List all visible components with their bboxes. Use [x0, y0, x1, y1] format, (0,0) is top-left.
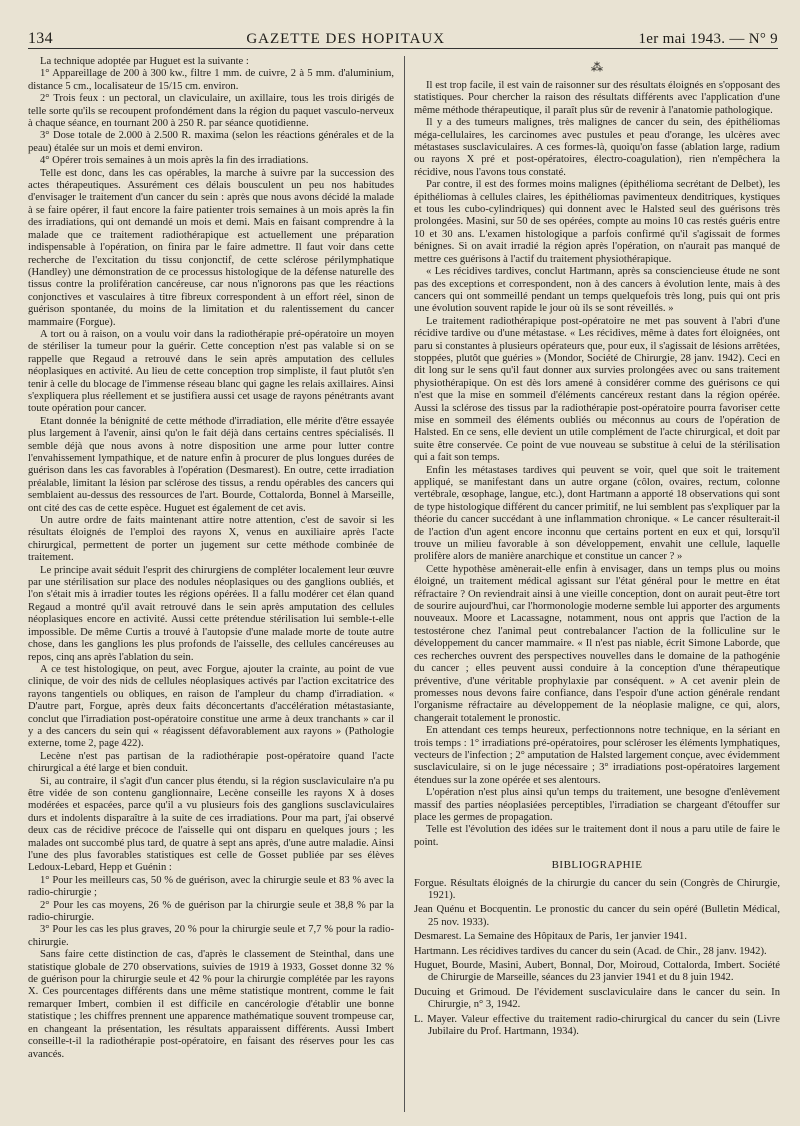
bibliography-entry: Desmarest. La Semaine des Hôpitaux de Paris, 1er janvier 1941.	[414, 931, 688, 943]
paragraph: 1° Appareillage de 200 à 300 kw., filtre 1 mm. de cuivre, 2 à 5 mm. d'aluminium, distance 5 cm., localisateur de 15/15 cm. environ.	[28, 68, 394, 92]
paragraph: 3° Dose totale de 2.000 à 2.500 R. maxima (selon les réactions générales et de la peau) étalée sur un mois et demi environ.	[28, 130, 394, 154]
paragraph: Telle est donc, dans les cas opérables, la marche à suivre par la succession des actes thérapeutiques. Assurément ces délais bousculent un peu nos habitudes d'envisager le traitement d'un cancer du sein : après que nous avons décidé la malade à se faire opérer, il faut encore la faire patienter trois semaines à un mois après la fin des irradiations, qui ont demandé un mois et demi. Mais en faisant comprendre à la malade que ce traitement radiothérapique est actuellement une préparation indispensable à l'opération, on finira par le faire admettre. Il faut voir dans cette recherche de l'excitation du tissu conjonctif, de cette sclérose périlymphatique (Handley) une démonstration de ce processus histologique de la défense naturelle des tissus contre la prolifération cancéreuse, car nous n'ignorons pas que les réactions conjonctives et vasculaires à titre fibreux correspondent à un effort réel, sinon de guérison spontanée, du moins de la limitation et du ralentissement du cancer mammaire (Forgue).	[28, 167, 394, 328]
paragraph: 2° Trois feux : un pectoral, un claviculaire, un axillaire, tous les trois dirigés de telle sorte qu'ils se recoupent profondément dans la région du paquet vasculo-nerveux à chaque séance, en tournant 200 à 250 R. par séance quotidienne.	[28, 93, 394, 130]
bibliography-title: BIBLIOGRAPHIE	[551, 859, 643, 872]
bibliography-entry: Jean Quénu et Bocquentin. Le pronostic du cancer du sein opéré (Bulletin Médical, 25 nov. 1933).	[414, 904, 780, 928]
paragraph: « Les récidives tardives, conclut Hartmann, après sa consciencieuse étude ne sont pas des exceptions et correspondent, non à des cancers à évolution lente, mais à des cancers qui ont sommeillé pendant un temps quelquefois très long, puis qui ont pris une évolution souvent rapide le jour où ils se sont réveillés. »	[414, 266, 780, 315]
paragraph: A ce test histologique, on peut, avec Forgue, ajouter la crainte, au point de vue clinique, de voir des nids de cellules néoplasiques activés par l'action excitatrice des rayons tangentiels ou obliques, en raison de l'ampleur du champ d'irradiation. « D'autre part, Forgue, après deux faits déconcertants d'accélération métastasiante, conclut que l'irradiation post-opératoire constitue une arme à deux tranchants » car il y a des cancers du sein qui « réagissent défavorablement aux rayons » (Pathologie externe, tome 2, page 422).	[28, 663, 394, 750]
bibliography-entry: Ducuing et Grimoud. De l'évidement susclaviculaire dans le cancer du sein. In Chirurgie, n° 3, 1942.	[414, 986, 780, 1011]
paragraph: Lecène n'est pas partisan de la radiothérapie post-opératoire quand l'acte chirurgical a été large et bien conduit.	[28, 750, 394, 775]
paragraph: La technique adoptée par Huguet est la suivante :	[40, 56, 249, 67]
paragraph: Il est trop facile, il est vain de raisonner sur des résultats éloignés en s'opposant des statistiques. Pour chercher la raison des résultats différents avec l'application d'une même méthode thérapeutique, il paraît plus sûr de revenir à l'anatomie pathologique.	[414, 80, 780, 116]
section-ornament: ⁂	[591, 60, 603, 74]
paragraph: En attendant ces temps heureux, perfectionnons notre technique, en la sériant en trois temps : 1° irradiations pré-opératoires, pour scléroser les éléments lymphatiques, vecteurs de l'infection ; 2° amputation de Halsted largement conçue, avec évidemment susclaviculaire, si on le juge nécessaire ; 3° irradiations post-opératoires largement étendues sur la zone opérée et ses alentours.	[414, 725, 780, 786]
right-column	[414, 56, 780, 1112]
bibliography-list	[414, 878, 780, 1039]
bibliography-entry: Forgue. Résultats éloignés de la chirurgie du cancer du sein (Congrès de Chirurgie, 1921).	[414, 877, 780, 901]
paragraph: 4° Opérer trois semaines à un mois après la fin des irradiations.	[40, 155, 309, 167]
page-header	[28, 22, 778, 49]
paragraph: Il y a des tumeurs malignes, très malignes de cancer du sein, des épithéliomas méga-cellulaires, les carcinomes avec pustules et peau d'orange, les ulcères avec métastases susclaviculaires. A ces formes-là, quoiqu'on fasse (ablation large, radium ou rayons X pré et post-opératoires, électro-coagulation), rien n'empêchera la récidive, nous l'avons tous constaté.	[414, 117, 780, 178]
bibliography-entry: Huguet, Bourde, Masini, Aubert, Bonnal, Dor, Moiroud, Cottalorda, Imbert. Société de Chirurgie de Marseille, séances du 23 janvier 1941 et du 8 juin 1942.	[414, 960, 780, 984]
paragraph: Un autre ordre de faits maintenant attire notre attention, c'est de savoir si les résultats éloignés de l'emploi des rayons X, venus en auxiliaire après l'acte chirurgical, permettent de porter un jugement sur cette méthode combinée de traitement.	[28, 515, 394, 564]
paragraph: Etant donnée la bénignité de cette méthode d'irradiation, elle mérite d'être essayée plus largement à l'avenir, ainsi qu'on le fait déjà dans certains centres spécialisés. Il semble déjà que nous avons à notre disposition une arme pour lutter contre l'envahissement lympathique, et de nature enfin à procurer de plus longues durées de guérison dans les cas favorables à l'opération (Desmarest). En outre, cette irradiation préalable, limitant la lésion par sclérose des tissus, a rendu opérables des cancers qui semblaient au-dessus des ressources de l'art. Bourde, Cottalorda, Bonnel à Marseille, ont cité des cas de cette espèce. Huguet est également de cet avis.	[28, 415, 394, 514]
paragraph: 1° Pour les meilleurs cas, 50 % de guérison, avec la chirurgie seule et 83 % avec la radio-chirurgie ;	[28, 874, 394, 899]
paragraph: Cette hypothèse amènerait-elle enfin à envisager, dans un temps plus ou moins éloigné, un traitement médical agissant sur l'état général pour le mettre en état réfractaire ? On reviendrait ainsi à une vieille conception, dont on aurait peut-être tort de sourire aujourd'hui, car l'hormonologie moderne semble lui apporter des arguments nouveaux. Moore et Lacassagne, notamment, nous ont appris que l'action de la testostérone chez l'animal peut contrebalancer l'action de la folliculine sur le développement du cancer mammaire. « Il n'est pas niable, écrit Simone Laborde, que ces recherches ouvrent des perspectives nouvelles dans le domaine de la pathogénie du cancer ; elles peuvent aussi conduire à la conception d'une thérapeutique préventive, d'une véritable prophylaxie par conséquent. » A cet avenir plein de promesses nous devons faire confiance, dans l'espoir d'une action générale rendant l'organisme réfractaire au développement de la néoplasie maligne, ce qui, alors, changerait totalement le pronostic.	[414, 563, 780, 724]
paragraph: Par contre, il est des formes moins malignes (épithélioma secrétant de Delbet), les épithéliomas à cellules claires, les épithéliomas pavimenteux denditriques, kystiques et tous les cubo-cylindriques) qui donnent avec le Halsted seul des guérisons très prolongées. Masini, sur 50 de ses opérées, compte au moins 10 cas restés guéris entre 10 et 30 ans. L'examen histologique a parfois confirmé qu'il s'agissait de formes bénignes. Si on avait irradié la région après l'opération, on n'aurait pas manqué de mettre ces guérisons à l'actif du traitement physiothérapique.	[414, 179, 780, 265]
bibliography-entry: L. Mayer. Valeur effective du traitement radio-chirurgical du cancer du sein (Livre Jubilaire du Prof. Hartmann, 1934).	[414, 1013, 780, 1038]
paragraph: Sans faire cette distinction de cas, d'après le classement de Steinthal, dans une statistique globale de 270 observations, suivies de 1919 à 1933, Gosset donne 32 % de guérison pour la chirurgie seule et 42 % pour la chirurgie complétée par les rayons X. Ces pourcentages différents dans une même statistique montrent, comme le fait remarquer Imbert, combien il est difficile en cancérologie d'établir une bonne statistique ; les chiffres prennent une apparence mathématique souvent trompeuse car, en changeant la présentation, les résultats apparaissent différents. Aussi Imbert conseille-t-il la radiothérapie post-opératoire, en faisant des réserves pour les cas avancés.	[28, 949, 394, 1060]
journal-title: GAZETTE DES HOPITAUX	[246, 31, 446, 47]
paragraph: Telle est l'évolution des idées sur le traitement dont il nous a paru utile de faire le point.	[414, 824, 780, 848]
paragraph: A tort ou à raison, on a voulu voir dans la radiothérapie pré-opératoire un moyen de stériliser la tumeur pour la guérir. Cette conception n'est pas valable si on se rappelle que Regaud a retrouvé dans le sein après amputation des cellules néoplasiques en activité. Au lieu de cette conception trop simpliste, il faut plutôt s'en tenir à celle du blocage de l'immense réseau blanc qui gagne les relais axillaires. Ainsi s'expliquera plus réellement et se justifiera aussi cet usage de rayons pénétrants avant toute opération pour cancer.	[28, 328, 394, 415]
paragraph: Le principe avait séduit l'esprit des chirurgiens de compléter localement leur œuvre par une stérilisation sur place des nodules néoplasiques ou des ganglions oubliés, et l'on s'était mis à irradier toutes les régions opérées. Il a fallu modérer cet élan quand Regaud a montré qu'il avait retrouvé dans le sein après amputation des cellules néoplasiques encore en activité. Aussi cette prétendue stérilisation lui semble-t-elle impossible. De même Curtis a trouvé à l'autopsie d'une malade morte de toute autre chose, dans les ganglions les plus profonds de l'aisselle, des cellules cancéreuses au repos, cinq ans après l'ablation du sein.	[28, 564, 394, 663]
paragraph: Enfin les métastases tardives qui peuvent se voir, quel que soit le traitement appliqué, se manifestant dans un autre organe (côlon, ovaires, rectum, colonne vertébrale, œsophage, langue, etc.), dont Hartmann a apporté 18 observations qui sont de type histologique différent du cancer primitif, ne lui semblent pas s'expliquer par la théorie du cancer succédant à une inflammation chronique. « Le cancer résulterait-il de l'action d'un agent encore inconnu que certains portent en eux et qui, lorsqu'il trouve un milieu favorable à son développement, envahit une cellule, laquelle prolifère alors de manière anarchique et constitue un cancer ? »	[414, 464, 780, 563]
paragraph: L'opération n'est plus ainsi qu'un temps du traitement, une besogne d'enlèvement massif des parties néoplasiées perceptibles, l'irradiation se chargeant d'étouffer sur place les germes de propagation.	[414, 787, 780, 823]
issue-date: 1er mai 1943. — N° 9	[638, 31, 778, 47]
paragraph: Si, au contraire, il s'agit d'un cancer plus étendu, si la région susclaviculaire n'a pu être vidée de son contenu ganglionnaire, Lecène conseille les rayons X à doses modérées et espacées, parce qu'il a vu plusieurs fois des ganglions susclaviculaires durs et indolents disparaître à la suite de ces irradiations. Pour ma part, j'ai observé deux cas de récidive précoce de l'aisselle qui ont disparu en quelques jours ; les malades ont succombé plus tard, de quatre à sept ans après, d'une autre maladie. Ainsi l'une des plus favorables statistiques est celle de Gosset publiée par ses élèves Ledoux-Lebard, Hepp et Guénin :	[28, 775, 394, 874]
paragraph: 2° Pour les cas moyens, 26 % de guérison par la chirurgie seule et 38,8 % par la radio-chirurgie.	[28, 899, 394, 924]
column-divider	[404, 56, 405, 1112]
paragraph: 3° Pour les cas les plus graves, 20 % pour la chirurgie seule et 7,7 % pour la radio-chirurgie.	[28, 924, 394, 948]
paragraph: Le traitement radiothérapique post-opératoire ne met pas souvent à l'abri d'une récidive tardive ou d'une métastase. « Les récidives, même à dates fort éloignées, ont paru si constantes à plusieurs opérateurs que, pour eux, il s'agissait de lésions arrêtées, stoppées, plutôt que guéries » (Mondor, Société de Chirurgie, 28 janv. 1942). Ceci en dit long sur le sens qu'il faut donner aux survies prolongées avec ou sans traitement physiothérapique. On est dès lors amené à considérer comme des guérisons ce qui n'est que la mise en sommeil d'éléments cancéreux restant dans la région opérée. Aussi la sclérose des tissus par la radiothérapie post-opératoire pourra favoriser cette mise en sommeil des éléments oubliés ou méconnus au cours de l'opération de Halsted. En ce sens, elle devient un utile complément de l'acte chirurgical, et doit par suite être conservée. Ce point de vue nouveau se substitue à celui de la stérilisation qui a fait son temps.	[414, 315, 780, 464]
page-number: 134	[28, 30, 53, 47]
bibliography-entry: Hartmann. Les récidives tardives du cancer du sein (Acad. de Chir., 28 janv. 1942).	[414, 945, 767, 957]
left-column	[28, 56, 394, 1112]
